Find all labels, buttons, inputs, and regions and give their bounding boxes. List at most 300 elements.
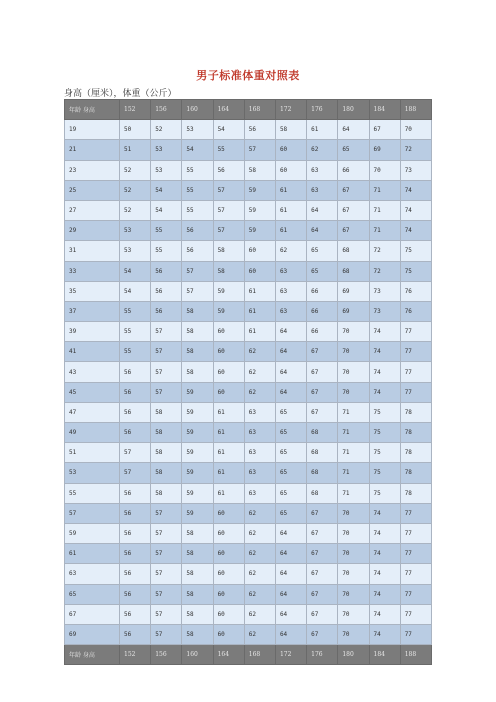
- weight-cell: 74: [369, 503, 400, 523]
- weight-cell: 70: [338, 342, 369, 362]
- weight-cell: 57: [151, 523, 182, 543]
- weight-cell: 55: [182, 160, 213, 180]
- weight-cell: 52: [120, 160, 151, 180]
- table-row: [65, 261, 432, 281]
- weight-cell: 68: [338, 241, 369, 261]
- table-row: [65, 200, 432, 220]
- weight-cell: 72: [369, 241, 400, 261]
- weight-table-body: [65, 100, 432, 665]
- table-row: [65, 221, 432, 241]
- weight-cell: 69: [338, 301, 369, 321]
- weight-cell: 58: [182, 584, 213, 604]
- weight-cell: 68: [307, 483, 338, 503]
- weight-cell: 58: [151, 483, 182, 503]
- table-row: [65, 423, 432, 443]
- weight-cell: 70: [338, 523, 369, 543]
- weight-cell: 56: [120, 584, 151, 604]
- weight-cell: 72: [369, 261, 400, 281]
- age-cell: 33: [65, 261, 120, 281]
- weight-table: [64, 99, 432, 665]
- age-cell: 55: [65, 483, 120, 503]
- weight-cell: 50: [120, 120, 151, 140]
- weight-cell: 57: [151, 584, 182, 604]
- weight-cell: 56: [120, 604, 151, 624]
- weight-cell: 58: [213, 261, 244, 281]
- weight-cell: 67: [307, 362, 338, 382]
- weight-cell: 56: [120, 564, 151, 584]
- weight-cell: 65: [275, 463, 306, 483]
- age-cell: 61: [65, 544, 120, 564]
- weight-cell: 62: [244, 584, 275, 604]
- weight-cell: 78: [400, 402, 431, 422]
- weight-cell: 52: [151, 120, 182, 140]
- weight-cell: 78: [400, 443, 431, 463]
- weight-cell: 77: [400, 604, 431, 624]
- weight-cell: 60: [213, 503, 244, 523]
- age-cell: 27: [65, 200, 120, 220]
- weight-cell: 75: [369, 423, 400, 443]
- weight-cell: 58: [182, 523, 213, 543]
- weight-cell: 59: [244, 200, 275, 220]
- weight-cell: 56: [120, 544, 151, 564]
- weight-cell: 62: [244, 362, 275, 382]
- weight-cell: 60: [213, 523, 244, 543]
- weight-cell: 69: [369, 140, 400, 160]
- weight-cell: 66: [338, 160, 369, 180]
- weight-cell: 60: [213, 604, 244, 624]
- weight-cell: 58: [275, 120, 306, 140]
- weight-cell: 55: [182, 180, 213, 200]
- weight-cell: 55: [120, 301, 151, 321]
- weight-cell: 63: [307, 160, 338, 180]
- weight-cell: 56: [213, 160, 244, 180]
- weight-cell: 74: [369, 523, 400, 543]
- weight-cell: 70: [338, 382, 369, 402]
- weight-cell: 71: [338, 423, 369, 443]
- weight-cell: 58: [182, 564, 213, 584]
- table-row: [65, 281, 432, 301]
- weight-cell: 74: [369, 342, 400, 362]
- weight-cell: 58: [213, 241, 244, 261]
- weight-cell: 59: [213, 301, 244, 321]
- weight-cell: 64: [275, 584, 306, 604]
- weight-cell: 78: [400, 463, 431, 483]
- weight-cell: 61: [244, 322, 275, 342]
- table-footer-row: [65, 645, 432, 665]
- weight-cell: 54: [120, 261, 151, 281]
- weight-cell: 67: [338, 180, 369, 200]
- weight-cell: 75: [369, 402, 400, 422]
- weight-cell: 55: [120, 322, 151, 342]
- weight-cell: 65: [275, 402, 306, 422]
- weight-cell: 58: [182, 604, 213, 624]
- weight-cell: 60: [244, 261, 275, 281]
- weight-cell: 56: [120, 423, 151, 443]
- weight-cell: 55: [213, 140, 244, 160]
- weight-cell: 63: [244, 423, 275, 443]
- age-cell: 51: [65, 443, 120, 463]
- weight-cell: 63: [244, 463, 275, 483]
- weight-cell: 71: [338, 463, 369, 483]
- weight-cell: 67: [307, 544, 338, 564]
- weight-cell: 74: [369, 624, 400, 644]
- weight-cell: 75: [369, 443, 400, 463]
- weight-cell: 60: [213, 564, 244, 584]
- table-row: [65, 382, 432, 402]
- weight-cell: 59: [182, 382, 213, 402]
- height-header-cell: 156: [151, 100, 182, 120]
- age-cell: 25: [65, 180, 120, 200]
- weight-cell: 65: [307, 241, 338, 261]
- table-row: [65, 120, 432, 140]
- weight-cell: 58: [244, 160, 275, 180]
- weight-cell: 56: [244, 120, 275, 140]
- weight-cell: 70: [338, 604, 369, 624]
- weight-cell: 62: [275, 241, 306, 261]
- weight-cell: 61: [244, 301, 275, 321]
- table-header-row: [65, 100, 432, 120]
- weight-cell: 57: [244, 140, 275, 160]
- weight-cell: 56: [120, 362, 151, 382]
- weight-cell: 63: [275, 261, 306, 281]
- weight-cell: 58: [182, 342, 213, 362]
- weight-cell: 70: [338, 322, 369, 342]
- weight-cell: 60: [213, 382, 244, 402]
- weight-cell: 70: [338, 584, 369, 604]
- height-header-cell: 160: [182, 100, 213, 120]
- weight-cell: 67: [307, 604, 338, 624]
- weight-cell: 57: [182, 261, 213, 281]
- age-cell: 41: [65, 342, 120, 362]
- weight-cell: 74: [400, 180, 431, 200]
- height-header-cell: 164: [213, 645, 244, 665]
- height-header-cell: 168: [244, 100, 275, 120]
- age-cell: 39: [65, 322, 120, 342]
- height-header-cell: 172: [275, 100, 306, 120]
- weight-cell: 75: [400, 261, 431, 281]
- weight-cell: 63: [275, 301, 306, 321]
- weight-cell: 57: [151, 362, 182, 382]
- weight-cell: 53: [151, 140, 182, 160]
- table-row: [65, 604, 432, 624]
- table-row: [65, 301, 432, 321]
- weight-cell: 61: [275, 200, 306, 220]
- height-header-cell: 168: [244, 645, 275, 665]
- weight-cell: 56: [120, 402, 151, 422]
- weight-cell: 64: [307, 221, 338, 241]
- weight-cell: 61: [275, 221, 306, 241]
- weight-cell: 60: [244, 241, 275, 261]
- weight-cell: 62: [244, 564, 275, 584]
- weight-cell: 67: [307, 564, 338, 584]
- weight-cell: 54: [151, 180, 182, 200]
- height-header-cell: 188: [400, 100, 431, 120]
- weight-cell: 60: [213, 362, 244, 382]
- weight-cell: 61: [307, 120, 338, 140]
- weight-cell: 61: [213, 443, 244, 463]
- age-cell: 47: [65, 402, 120, 422]
- weight-cell: 52: [120, 200, 151, 220]
- weight-cell: 59: [182, 402, 213, 422]
- weight-cell: 53: [120, 221, 151, 241]
- table-row: [65, 140, 432, 160]
- weight-cell: 58: [151, 443, 182, 463]
- weight-cell: 74: [369, 604, 400, 624]
- weight-cell: 57: [213, 200, 244, 220]
- age-cell: 49: [65, 423, 120, 443]
- weight-cell: 72: [400, 140, 431, 160]
- weight-cell: 67: [369, 120, 400, 140]
- table-row: [65, 544, 432, 564]
- weight-cell: 61: [213, 402, 244, 422]
- weight-cell: 71: [369, 180, 400, 200]
- weight-cell: 56: [120, 382, 151, 402]
- weight-cell: 65: [275, 443, 306, 463]
- weight-cell: 62: [307, 140, 338, 160]
- weight-cell: 74: [369, 362, 400, 382]
- weight-cell: 57: [213, 221, 244, 241]
- weight-cell: 64: [275, 523, 306, 543]
- weight-cell: 67: [307, 503, 338, 523]
- weight-cell: 51: [120, 140, 151, 160]
- weight-cell: 57: [151, 604, 182, 624]
- weight-cell: 54: [151, 200, 182, 220]
- weight-cell: 67: [307, 342, 338, 362]
- weight-cell: 60: [213, 584, 244, 604]
- weight-cell: 54: [182, 140, 213, 160]
- weight-cell: 55: [151, 221, 182, 241]
- height-header-cell: 172: [275, 645, 306, 665]
- weight-cell: 78: [400, 423, 431, 443]
- age-cell: 53: [65, 463, 120, 483]
- height-header-cell: 156: [151, 645, 182, 665]
- height-header-cell: 164: [213, 100, 244, 120]
- weight-cell: 67: [307, 402, 338, 422]
- table-row: [65, 584, 432, 604]
- weight-cell: 57: [151, 503, 182, 523]
- weight-cell: 52: [120, 180, 151, 200]
- age-cell: 37: [65, 301, 120, 321]
- weight-cell: 64: [275, 624, 306, 644]
- table-row: [65, 402, 432, 422]
- weight-cell: 62: [244, 604, 275, 624]
- age-cell: 31: [65, 241, 120, 261]
- weight-cell: 67: [307, 523, 338, 543]
- weight-cell: 63: [244, 443, 275, 463]
- weight-cell: 73: [400, 160, 431, 180]
- weight-cell: 59: [182, 503, 213, 523]
- weight-cell: 74: [369, 544, 400, 564]
- weight-cell: 64: [307, 200, 338, 220]
- weight-cell: 77: [400, 382, 431, 402]
- weight-cell: 58: [182, 624, 213, 644]
- weight-cell: 71: [338, 402, 369, 422]
- table-row: [65, 463, 432, 483]
- age-cell: 45: [65, 382, 120, 402]
- weight-cell: 59: [182, 443, 213, 463]
- weight-cell: 63: [244, 402, 275, 422]
- weight-cell: 53: [151, 160, 182, 180]
- height-header-cell: 152: [120, 100, 151, 120]
- table-units-caption: 身高（厘米），体重（公斤）: [64, 89, 177, 99]
- weight-cell: 74: [369, 382, 400, 402]
- weight-cell: 64: [275, 604, 306, 624]
- weight-cell: 55: [120, 342, 151, 362]
- weight-cell: 61: [213, 463, 244, 483]
- table-row: [65, 241, 432, 261]
- weight-cell: 77: [400, 584, 431, 604]
- weight-cell: 58: [151, 402, 182, 422]
- weight-cell: 64: [275, 362, 306, 382]
- height-header-cell: 184: [369, 645, 400, 665]
- height-header-cell: 160: [182, 645, 213, 665]
- weight-cell: 59: [244, 180, 275, 200]
- age-cell: 63: [65, 564, 120, 584]
- weight-cell: 62: [244, 523, 275, 543]
- weight-cell: 61: [213, 423, 244, 443]
- weight-cell: 73: [369, 281, 400, 301]
- table-row: [65, 523, 432, 543]
- weight-cell: 59: [182, 483, 213, 503]
- age-cell: 29: [65, 221, 120, 241]
- table-row: [65, 322, 432, 342]
- weight-cell: 76: [400, 281, 431, 301]
- height-header-cell: 180: [338, 100, 369, 120]
- height-header-cell: 176: [307, 645, 338, 665]
- weight-cell: 59: [182, 463, 213, 483]
- table-row: [65, 342, 432, 362]
- weight-cell: 74: [369, 584, 400, 604]
- weight-cell: 70: [338, 503, 369, 523]
- weight-cell: 67: [338, 200, 369, 220]
- age-cell: 57: [65, 503, 120, 523]
- weight-cell: 70: [338, 362, 369, 382]
- weight-cell: 77: [400, 544, 431, 564]
- weight-cell: 62: [244, 544, 275, 564]
- header-label-cell: 年龄 身高: [65, 645, 120, 665]
- weight-cell: 60: [275, 140, 306, 160]
- weight-cell: 74: [369, 564, 400, 584]
- weight-cell: 77: [400, 624, 431, 644]
- weight-cell: 60: [213, 624, 244, 644]
- weight-cell: 76: [400, 301, 431, 321]
- weight-cell: 74: [369, 322, 400, 342]
- weight-cell: 58: [182, 301, 213, 321]
- weight-cell: 57: [151, 382, 182, 402]
- weight-cell: 71: [369, 200, 400, 220]
- height-header-cell: 184: [369, 100, 400, 120]
- weight-cell: 77: [400, 342, 431, 362]
- weight-cell: 58: [151, 463, 182, 483]
- age-cell: 23: [65, 160, 120, 180]
- weight-cell: 64: [275, 322, 306, 342]
- weight-cell: 65: [275, 483, 306, 503]
- table-row: [65, 624, 432, 644]
- header-label-cell: 年龄 身高: [65, 100, 120, 120]
- weight-cell: 57: [151, 624, 182, 644]
- weight-cell: 77: [400, 564, 431, 584]
- weight-cell: 57: [182, 281, 213, 301]
- weight-cell: 57: [120, 443, 151, 463]
- weight-cell: 65: [307, 261, 338, 281]
- weight-cell: 77: [400, 362, 431, 382]
- weight-cell: 58: [182, 322, 213, 342]
- table-row: [65, 160, 432, 180]
- weight-cell: 54: [213, 120, 244, 140]
- weight-cell: 70: [338, 564, 369, 584]
- weight-cell: 58: [182, 362, 213, 382]
- weight-cell: 56: [151, 301, 182, 321]
- weight-cell: 62: [244, 624, 275, 644]
- weight-cell: 70: [400, 120, 431, 140]
- weight-cell: 67: [307, 584, 338, 604]
- weight-cell: 56: [182, 241, 213, 261]
- table-row: [65, 180, 432, 200]
- weight-cell: 62: [244, 382, 275, 402]
- weight-cell: 63: [275, 281, 306, 301]
- height-header-cell: 176: [307, 100, 338, 120]
- weight-cell: 56: [120, 523, 151, 543]
- weight-cell: 53: [120, 241, 151, 261]
- weight-cell: 56: [120, 483, 151, 503]
- weight-cell: 65: [275, 503, 306, 523]
- height-header-cell: 188: [400, 645, 431, 665]
- weight-cell: 61: [213, 483, 244, 503]
- page-title: 男子标准体重对照表: [196, 69, 300, 82]
- weight-cell: 56: [151, 281, 182, 301]
- weight-cell: 68: [307, 423, 338, 443]
- weight-cell: 66: [307, 301, 338, 321]
- weight-cell: 70: [369, 160, 400, 180]
- age-cell: 19: [65, 120, 120, 140]
- weight-cell: 64: [275, 564, 306, 584]
- weight-cell: 59: [213, 281, 244, 301]
- weight-cell: 74: [400, 200, 431, 220]
- weight-cell: 77: [400, 322, 431, 342]
- age-cell: 59: [65, 523, 120, 543]
- height-header-cell: 180: [338, 645, 369, 665]
- age-cell: 65: [65, 584, 120, 604]
- weight-cell: 68: [307, 443, 338, 463]
- weight-cell: 75: [369, 463, 400, 483]
- weight-cell: 56: [182, 221, 213, 241]
- table-row: [65, 564, 432, 584]
- weight-cell: 75: [369, 483, 400, 503]
- table-row: [65, 443, 432, 463]
- weight-cell: 71: [369, 221, 400, 241]
- weight-cell: 71: [338, 483, 369, 503]
- weight-cell: 56: [120, 503, 151, 523]
- weight-cell: 60: [213, 544, 244, 564]
- weight-cell: 67: [338, 221, 369, 241]
- weight-cell: 74: [400, 221, 431, 241]
- weight-cell: 56: [120, 624, 151, 644]
- weight-cell: 58: [182, 544, 213, 564]
- weight-cell: 68: [307, 463, 338, 483]
- weight-cell: 57: [120, 463, 151, 483]
- weight-cell: 69: [338, 281, 369, 301]
- weight-cell: 57: [151, 322, 182, 342]
- weight-cell: 60: [213, 342, 244, 362]
- weight-cell: 55: [182, 200, 213, 220]
- age-cell: 21: [65, 140, 120, 160]
- age-cell: 69: [65, 624, 120, 644]
- weight-cell: 66: [307, 281, 338, 301]
- weight-cell: 62: [244, 342, 275, 362]
- weight-cell: 57: [151, 564, 182, 584]
- weight-cell: 62: [244, 503, 275, 523]
- weight-cell: 67: [307, 624, 338, 644]
